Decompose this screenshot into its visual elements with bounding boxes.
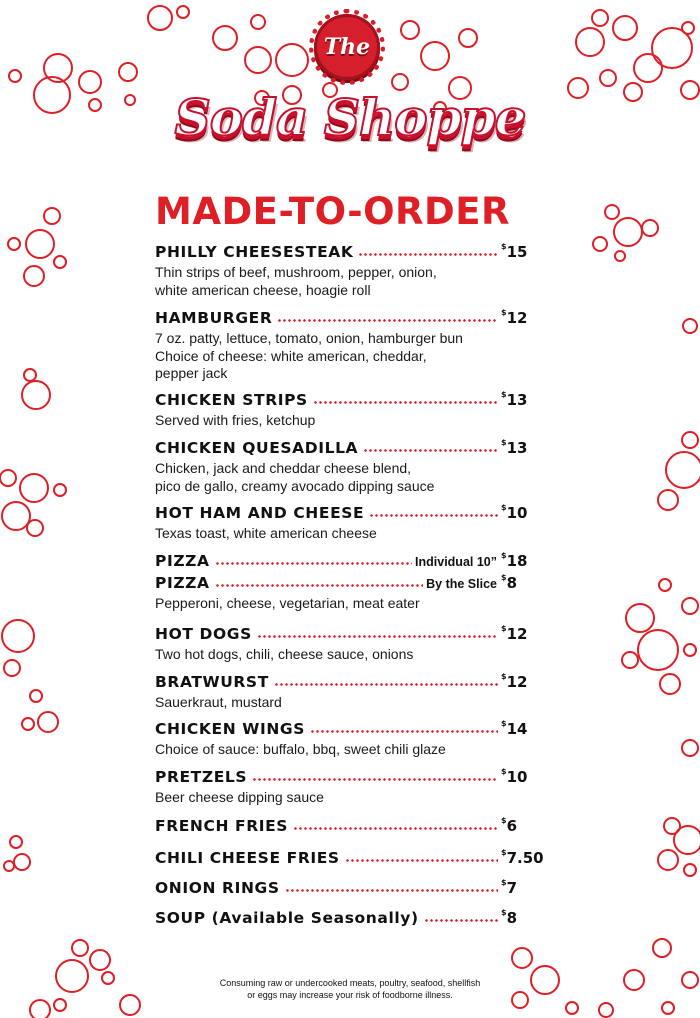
logo-brand-text: Soda Shoppe: [174, 88, 526, 147]
bubble-circle: [682, 432, 698, 448]
bubble-circle: [624, 970, 644, 990]
dot-leader: [363, 449, 498, 452]
item-name: PHILLY CHEESESTEAK: [155, 243, 354, 261]
bubble-circle: [682, 972, 698, 988]
dot-leader: [358, 253, 498, 256]
bubble-circle: [622, 652, 638, 668]
menu-item-philly-cheesesteak: [155, 243, 545, 299]
food-safety-disclaimer: Consuming raw or undercooked meats, poultry, seafood, shellfish or eggs may increase your risk of foodborne illness.: [219, 978, 481, 1000]
bubble-circle: [10, 836, 22, 848]
menu-item-french-fries: [155, 817, 545, 835]
dot-leader: [313, 401, 498, 404]
item-description: 7 oz. patty, lettuce, tomato, onion, hamburger bun Choice of cheese: white american, cheddar, pepper jack: [155, 330, 463, 381]
item-price: $13: [501, 438, 528, 457]
bubble-circle: [642, 220, 658, 236]
bubble-circle: [26, 230, 54, 258]
bubble-circle: [2, 502, 30, 530]
menu-item-pretzels: [155, 768, 545, 807]
item-name: PIZZA: [155, 574, 210, 592]
item-description: Sauerkraut, mustard: [155, 694, 282, 710]
bubble-circle: [660, 674, 680, 694]
item-name: FRENCH FRIES: [155, 817, 289, 835]
dot-leader: [274, 683, 498, 686]
soda-shoppe-logo: [0, 0, 700, 180]
dot-leader: [293, 827, 498, 830]
bubble-circle: [531, 966, 559, 994]
bubble-circle: [90, 950, 110, 970]
bubble-circle: [72, 940, 88, 956]
dot-leader: [424, 919, 498, 922]
bubble-circle: [593, 237, 607, 251]
bubble-circle: [14, 854, 30, 870]
bubble-circle: [512, 948, 532, 968]
menu-item-hamburger: [155, 309, 545, 383]
bubble-circle: [682, 598, 698, 614]
bubble-circle: [44, 208, 60, 224]
bubble-circle: [8, 238, 20, 250]
item-name: CHILI CHEESE FRIES: [155, 849, 340, 867]
bubble-circle: [4, 861, 14, 871]
bubble-circle: [684, 864, 696, 876]
bubble-circle: [682, 740, 698, 756]
dot-leader: [369, 514, 498, 517]
bubble-circle: [30, 1000, 50, 1018]
bubble-circle: [27, 520, 43, 536]
bubble-circle: [653, 939, 671, 957]
bubble-circle: [24, 369, 36, 381]
menu-item-chicken-strips: [155, 391, 545, 430]
item-name: CHICKEN WINGS: [155, 720, 305, 738]
item-description: Beer cheese dipping sauce: [155, 789, 324, 805]
item-description: Chicken, jack and cheddar cheese blend, pico de gallo, creamy avocado dipping sauce: [155, 460, 435, 494]
menu-item-hot-dogs: [155, 625, 545, 664]
bubble-circle: [2, 620, 34, 652]
item-name: HOT HAM AND CHEESE: [155, 504, 365, 522]
item-name: CHICKEN STRIPS: [155, 391, 308, 409]
item-description: Served with fries, ketchup: [155, 412, 316, 428]
bubble-circle: [566, 1002, 578, 1014]
item-name: BRATWURST: [155, 673, 269, 691]
item-price: $6: [501, 816, 518, 835]
bubble-circle: [30, 690, 42, 702]
bubble-circle: [683, 319, 697, 333]
item-name: SOUP (Available Seasonally): [155, 909, 419, 927]
item-description: Thin strips of beef, mushroom, pepper, onion, white american cheese, hoagie roll: [155, 264, 437, 298]
bubble-circle: [662, 1002, 674, 1014]
bubble-circle: [24, 266, 44, 286]
dot-leader: [215, 562, 412, 565]
dot-leader: [215, 584, 424, 587]
menu-item-chicken-quesadilla: [155, 439, 545, 495]
item-description: Choice of sauce: buffalo, bbq, sweet chili glaze: [155, 741, 446, 757]
section-title: MADE-TO-ORDER: [155, 190, 511, 233]
item-name: HOT DOGS: [155, 625, 252, 643]
item-price: $10: [501, 767, 528, 786]
bubble-circle: [614, 218, 642, 246]
item-price: $8: [501, 573, 518, 592]
bubble-circle: [658, 490, 678, 510]
item-name: HAMBURGER: [155, 309, 273, 327]
bubble-circle: [666, 452, 700, 488]
menu-item-hot-ham-and-cheese: [155, 504, 545, 543]
bubble-circle: [615, 251, 625, 261]
bubble-circle: [638, 630, 678, 670]
logo-cap-text: The: [323, 34, 371, 60]
item-price: $12: [501, 672, 528, 691]
bubble-circle: [22, 718, 34, 730]
item-name: ONION RINGS: [155, 879, 280, 897]
item-price: $14: [501, 719, 528, 738]
item-price: $12: [501, 624, 528, 643]
dot-leader: [345, 859, 498, 862]
pizza-size-note: Individual 10”: [415, 555, 497, 569]
bubble-circle: [56, 960, 88, 992]
menu-item-onion-rings: [155, 879, 545, 897]
item-name: PRETZELS: [155, 768, 248, 786]
item-price: $13: [501, 390, 528, 409]
pizza-size-note: By the Slice: [426, 577, 497, 591]
menu-item-pizza: [155, 552, 545, 613]
bubble-circle: [38, 712, 58, 732]
menu-item-chili-cheese-fries: [155, 849, 545, 867]
bubble-circle: [54, 484, 66, 496]
item-price: $7: [501, 878, 518, 897]
bubble-circle: [605, 205, 619, 219]
bubble-circle: [20, 474, 48, 502]
dot-leader: [310, 730, 498, 733]
dot-leader: [277, 319, 498, 322]
bubble-circle: [22, 381, 50, 409]
bubble-circle: [599, 1003, 613, 1017]
item-name: PIZZA: [155, 552, 210, 570]
item-description: Two hot dogs, chili, cheese sauce, onions: [155, 646, 414, 662]
item-name: CHICKEN QUESADILLA: [155, 439, 359, 457]
item-description: Pepperoni, cheese, vegetarian, meat eater: [155, 595, 420, 611]
bubble-circle: [120, 995, 140, 1015]
item-price: $7.50: [501, 848, 544, 867]
item-description: Texas toast, white american cheese: [155, 525, 377, 541]
bubble-circle: [659, 579, 671, 591]
menu-item-soup: [155, 909, 545, 927]
bubble-circle: [54, 999, 66, 1011]
item-price: $18: [501, 551, 528, 570]
item-price: $15: [501, 242, 528, 261]
menu-item-chicken-wings: [155, 720, 545, 759]
bubble-circle: [54, 256, 66, 268]
bubble-circle: [684, 644, 696, 656]
item-price: $10: [501, 503, 528, 522]
menu-item-bratwurst: [155, 673, 545, 712]
dot-leader: [285, 889, 498, 892]
bubble-circle: [4, 660, 20, 676]
item-price: $8: [501, 908, 518, 927]
dot-leader: [252, 778, 498, 781]
bubble-circle: [658, 850, 678, 870]
bottle-cap-icon: [314, 14, 380, 80]
item-price: $12: [501, 308, 528, 327]
bubble-circle: [626, 604, 654, 632]
bubble-circle: [102, 972, 114, 984]
bubble-circle: [0, 470, 16, 486]
bubble-circle: [674, 826, 700, 854]
dot-leader: [257, 635, 498, 638]
